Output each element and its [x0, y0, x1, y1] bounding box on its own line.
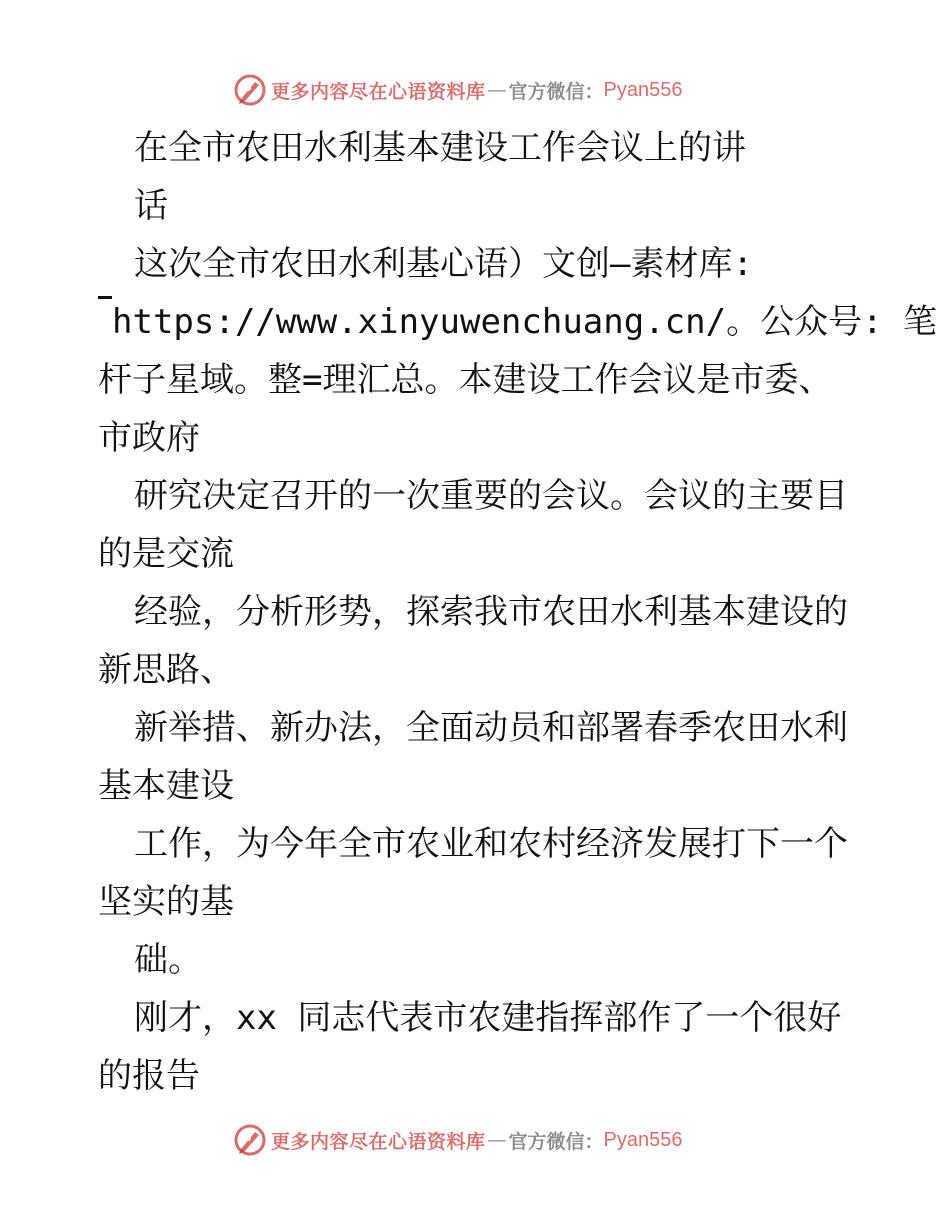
doc-line: 的是交流 — [98, 534, 234, 574]
doc-line: https://www.xinyuwenchuang.cn/。公众号: 笔 — [112, 302, 938, 342]
header-site-text: 更多内容尽在心语资料库 — [271, 80, 486, 103]
header-wechat-id: Pyan556 — [603, 78, 683, 101]
doc-line: 新举措、新办法，全面动员和部署春季农田水利 — [134, 708, 848, 748]
doc-line: 基本建设 — [98, 766, 234, 806]
doc-line: 在全市农田水利基本建设工作会议上的讲 — [134, 128, 746, 168]
doc-line: 础。 — [134, 940, 202, 980]
footer-wechat-id: Pyan556 — [603, 1128, 683, 1151]
doc-line: 的报告 — [98, 1056, 200, 1096]
doc-line: 话 — [134, 186, 168, 226]
doc-line: 经验，分析形势，探索我市农田水利基本建设的 — [134, 592, 848, 632]
doc-line: 工作，为今年全市农业和农村经济发展打下一个 — [134, 824, 848, 864]
doc-line: 刚才，xx 同志代表市农建指挥部作了一个很好 — [134, 998, 842, 1038]
doc-line: 杆子星域。整=理汇总。本建设工作会议是市委、 — [98, 360, 833, 400]
header-wechat-label: 官方微信： — [508, 80, 604, 103]
footer-separator: — — [487, 1129, 507, 1151]
footer-wechat-label: 官方微信： — [508, 1130, 604, 1153]
footer-banner — [233, 1122, 683, 1158]
header-banner — [233, 72, 683, 108]
doc-line: 新思路、 — [98, 650, 234, 690]
overline-mark — [98, 296, 112, 299]
doc-line: 市政府 — [98, 418, 200, 458]
quill-logo-icon — [233, 73, 267, 107]
doc-line: 坚实的基 — [98, 882, 234, 922]
header-separator: — — [487, 79, 507, 101]
doc-line: 这次全市农田水利基心语）文创—素材库: — [134, 244, 753, 284]
doc-line: 研究决定召开的一次重要的会议。会议的主要目 — [134, 476, 848, 516]
footer-site-text: 更多内容尽在心语资料库 — [271, 1130, 486, 1153]
quill-logo-icon — [233, 1123, 267, 1157]
